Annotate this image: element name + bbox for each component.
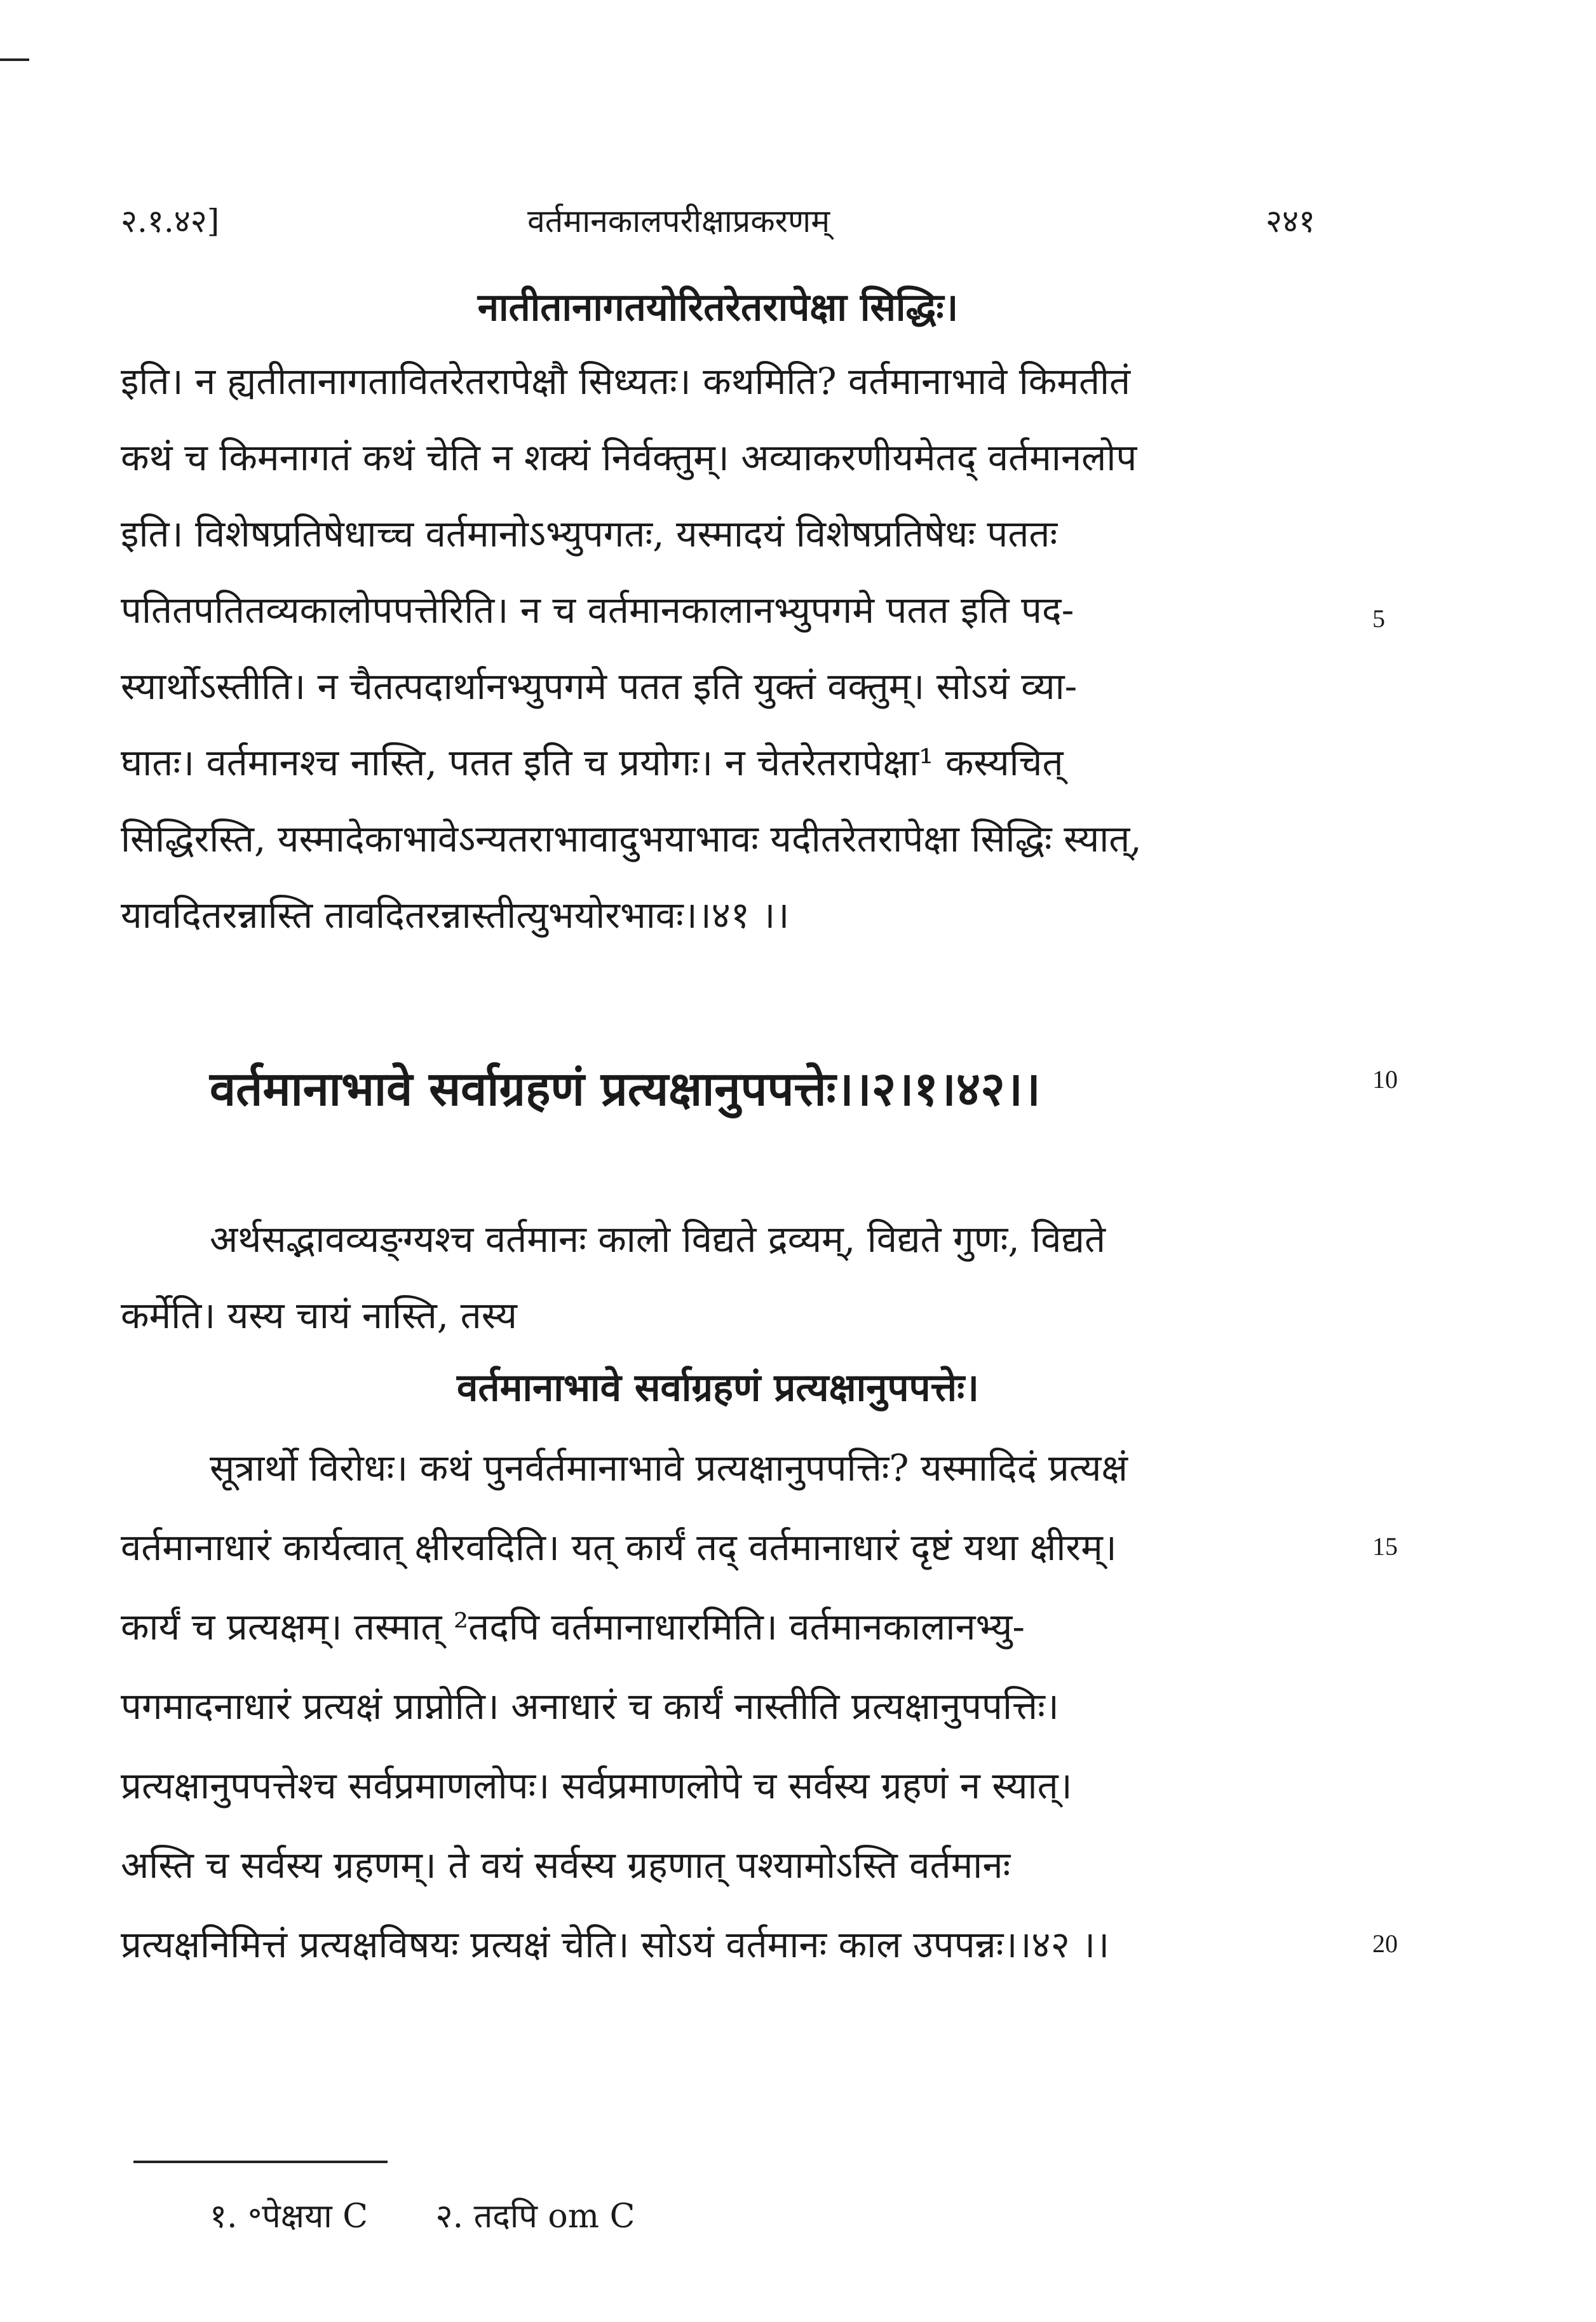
footnotes xyxy=(210,2192,692,2237)
text-line: पतितपतितव्यकालोपपत्तेरिति। न च वर्तमानकालानभ्युपगमे पतत इति पद- xyxy=(121,588,1074,632)
text-line: इति। विशेषप्रतिषेधाच्च वर्तमानोऽभ्युपगतः, यस्मादयं विशेषप्रतिषेधः पततः xyxy=(121,512,1058,555)
text-line: प्रत्यक्षनिमित्तं प्रत्यक्षविषयः प्रत्यक्षं चेति। सोऽयं वर्तमानः काल उपपन्नः।।४२ ।। xyxy=(121,1923,1110,1966)
footnote-1: १. ॰पेक्षया C xyxy=(210,2197,369,2236)
text-line: कर्मेति। यस्य चायं नास्ति, तस्य xyxy=(121,1294,517,1337)
sutra-heading-2: वर्तमानाभावे सर्वाग्रहणं प्रत्यक्षानुपपत्तेः। xyxy=(457,1366,979,1410)
text-line: कथं च किमनागतं कथं चेति न शक्यं निर्वक्तुम्। अव्याकरणीयमेतद् वर्तमानलोप xyxy=(121,436,1137,479)
text-line: स्यार्थोऽस्तीति। न चैतत्पदार्थानभ्युपगमे पतत इति युक्तं वक्तुम्। सोऽयं व्या- xyxy=(121,665,1078,708)
main-sutra: वर्तमानाभावे सर्वाग्रहणं प्रत्यक्षानुपपत्तेः।।२।१।४२।। xyxy=(210,1062,1041,1117)
page-number: २४१ xyxy=(1266,203,1315,240)
section-ref: २.१.४२] xyxy=(121,203,220,240)
text-line: प्रत्यक्षानुपपत्तेश्च सर्वप्रमाणलोपः। सर्वप्रमाणलोपे च सर्वस्य ग्रहणं न स्यात्। xyxy=(121,1764,1072,1807)
text-line: अस्ति च सर्वस्य ग्रहणम्। ते वयं सर्वस्य ग्रहणात् पश्यामोऽस्ति वर्तमानः xyxy=(121,1843,1011,1887)
line-number-15: 15 xyxy=(1372,1532,1398,1561)
text-line: यावदितरन्नास्ति तावदितरन्नास्तीत्युभयोरभावः।।४१ ।। xyxy=(121,893,790,937)
line-number-10: 10 xyxy=(1372,1065,1398,1094)
text-line: पगमादनाधारं प्रत्यक्षं प्राप्नोति। अनाधारं च कार्यं नास्तीति प्रत्यक्षानुपपत्तिः। xyxy=(121,1685,1059,1728)
edge-mark xyxy=(0,58,29,61)
text-line: अर्थसद्भावव्यङ्ग्यश्च वर्तमानः कालो विद्यते द्रव्यम्, विद्यते गुणः, विद्यते xyxy=(210,1218,1106,1261)
text-line: सूत्रार्थो विरोधः। कथं पुनर्वर्तमानाभावे प्रत्यक्षानुपपत्तिः? यस्मादिदं प्रत्यक्षं xyxy=(210,1446,1128,1490)
sutra-heading-1: नातीतानागतयोरितरेतरापेक्षा सिद्धिः। xyxy=(477,285,959,330)
text-line: इति। न ह्यतीतानागतावितरेतरापेक्षौ सिध्यतः। कथमिति? वर्तमानाभावे किमतीतं xyxy=(121,360,1131,403)
line-number-5: 5 xyxy=(1372,604,1385,633)
text-line: वर्तमानाधारं कार्यत्वात् क्षीरवदिति। यत् कार्यं तद् वर्तमानाधारं दृष्टं यथा क्षीरम्। xyxy=(121,1526,1117,1569)
chapter-title: वर्तमानकालपरीक्षाप्रकरणम् xyxy=(527,203,830,240)
footnote-2: २. तदपि om C xyxy=(435,2197,635,2236)
line-number-20: 20 xyxy=(1372,1929,1398,1958)
text-line: सिद्धिरस्ति, यस्मादेकाभावेऽन्यतराभावादुभयाभावः यदीतरेतरापेक्षा सिद्धिः स्यात्, xyxy=(121,817,1142,860)
text-line: कार्यं च प्रत्यक्षम्। तस्मात् ²तदपि वर्तमानाधारमिति। वर्तमानकालानभ्यु- xyxy=(121,1605,1025,1648)
running-header xyxy=(121,191,1315,248)
footnote-rule xyxy=(133,2161,388,2163)
text-line: घातः। वर्तमानश्च नास्ति, पतत इति च प्रयोगः। न चेतरेतरापेक्षा¹ कस्यचित् xyxy=(121,741,1064,784)
